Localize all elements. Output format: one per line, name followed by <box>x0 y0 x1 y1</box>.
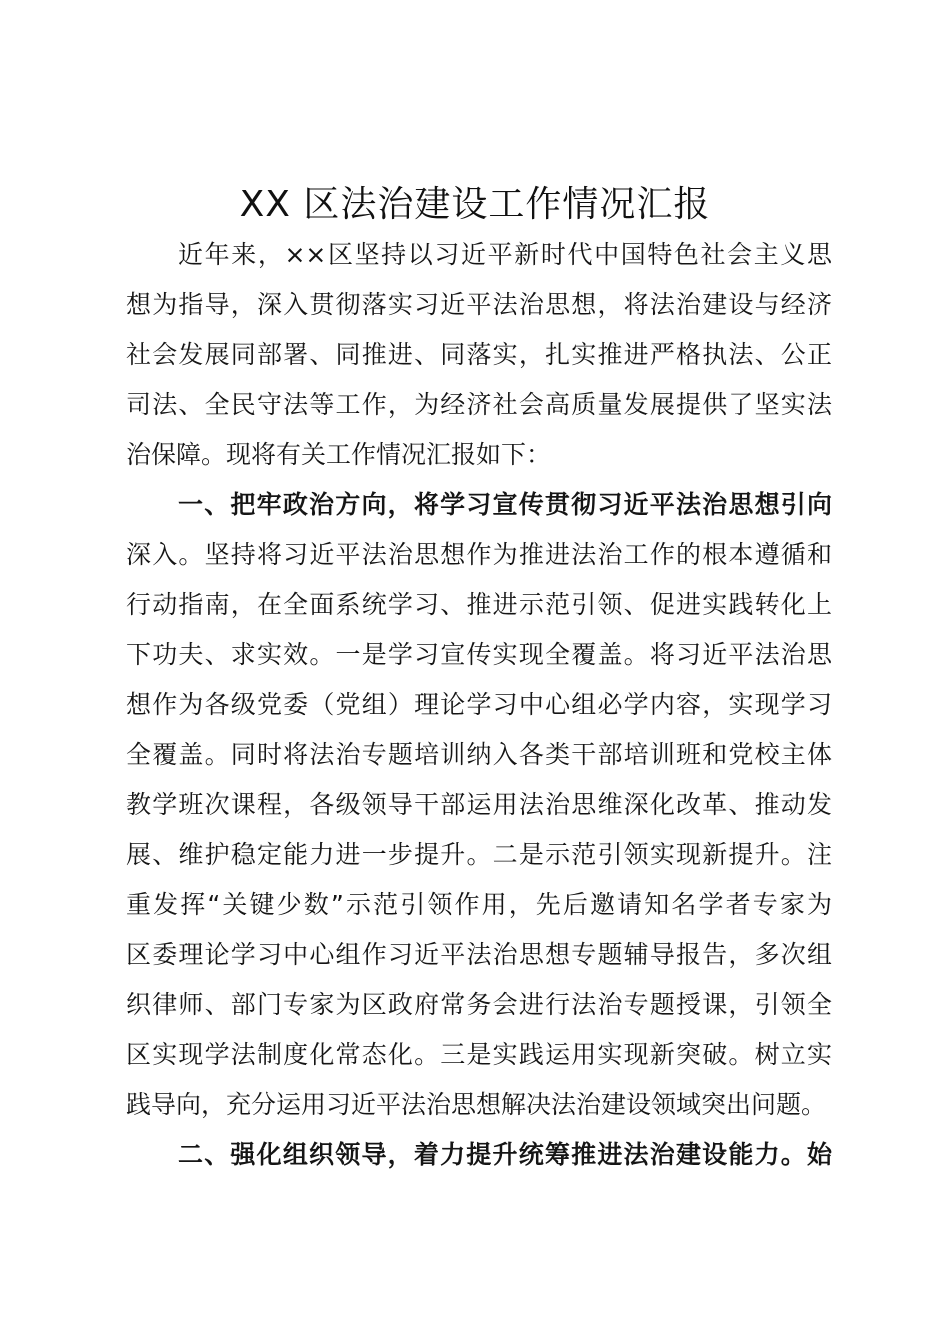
paragraph-1-line-4: 司法、全民守法等工作，为经济社会高质量发展提供了坚实法 <box>126 390 832 419</box>
paragraph-1-line-3: 社会发展同部署、同推进、同落实，扎实推进严格执法、公正 <box>126 340 832 369</box>
paragraph-2-line-2: 深入。坚持将习近平法治思想作为推进法治工作的根本遵循和 <box>126 540 832 569</box>
paragraph-1-line-1: 近年来，××区坚持以习近平新时代中国特色社会主义思 <box>178 240 832 269</box>
paragraph-2-line-5: 想作为各级党委（党组）理论学习中心组必学内容，实现学习 <box>126 690 832 719</box>
paragraph-3-line-1: 二、强化组织领导，着力提升统筹推进法治建设能力。始 <box>178 1140 832 1169</box>
paragraph-2-line-9: 重发挥“关键少数”示范引领作用，先后邀请知名学者专家为 <box>126 890 832 919</box>
paragraph-2-line-10: 区委理论学习中心组作习近平法治思想专题辅导报告，多次组 <box>126 940 832 969</box>
paragraph-2-line-1: 一、把牢政治方向，将学习宣传贯彻习近平法治思想引向 <box>178 490 832 519</box>
paragraph-2-line-6: 全覆盖。同时将法治专题培训纳入各类干部培训班和党校主体 <box>126 740 832 769</box>
paragraph-1-line-2: 想为指导，深入贯彻落实习近平法治思想，将法治建设与经济 <box>126 290 832 319</box>
paragraph-2-line-3: 行动指南，在全面系统学习、推进示范引领、促进实践转化上 <box>126 590 832 619</box>
paragraph-2-line-13: 践导向，充分运用习近平法治思想解决法治建设领域突出问题。 <box>126 1090 827 1119</box>
document-title: XX 区法治建设工作情况汇报 <box>239 184 711 225</box>
paragraph-2-line-8: 展、维护稳定能力进一步提升。二是示范引领实现新提升。注 <box>126 840 832 869</box>
paragraph-2-line-4: 下功夫、求实效。一是学习宣传实现全覆盖。将习近平法治思 <box>126 640 832 669</box>
document-body <box>126 230 832 1180</box>
paragraph-2-line-11: 织律师、部门专家为区政府常务会进行法治专题授课，引领全 <box>126 990 832 1019</box>
paragraph-1-line-5: 治保障。现将有关工作情况汇报如下： <box>126 440 552 469</box>
paragraph-2-line-7: 教学班次课程，各级领导干部运用法治思维深化改革、推动发 <box>126 790 832 819</box>
paragraph-2-line-12: 区实现学法制度化常态化。三是实践运用实现新突破。树立实 <box>126 1040 832 1069</box>
